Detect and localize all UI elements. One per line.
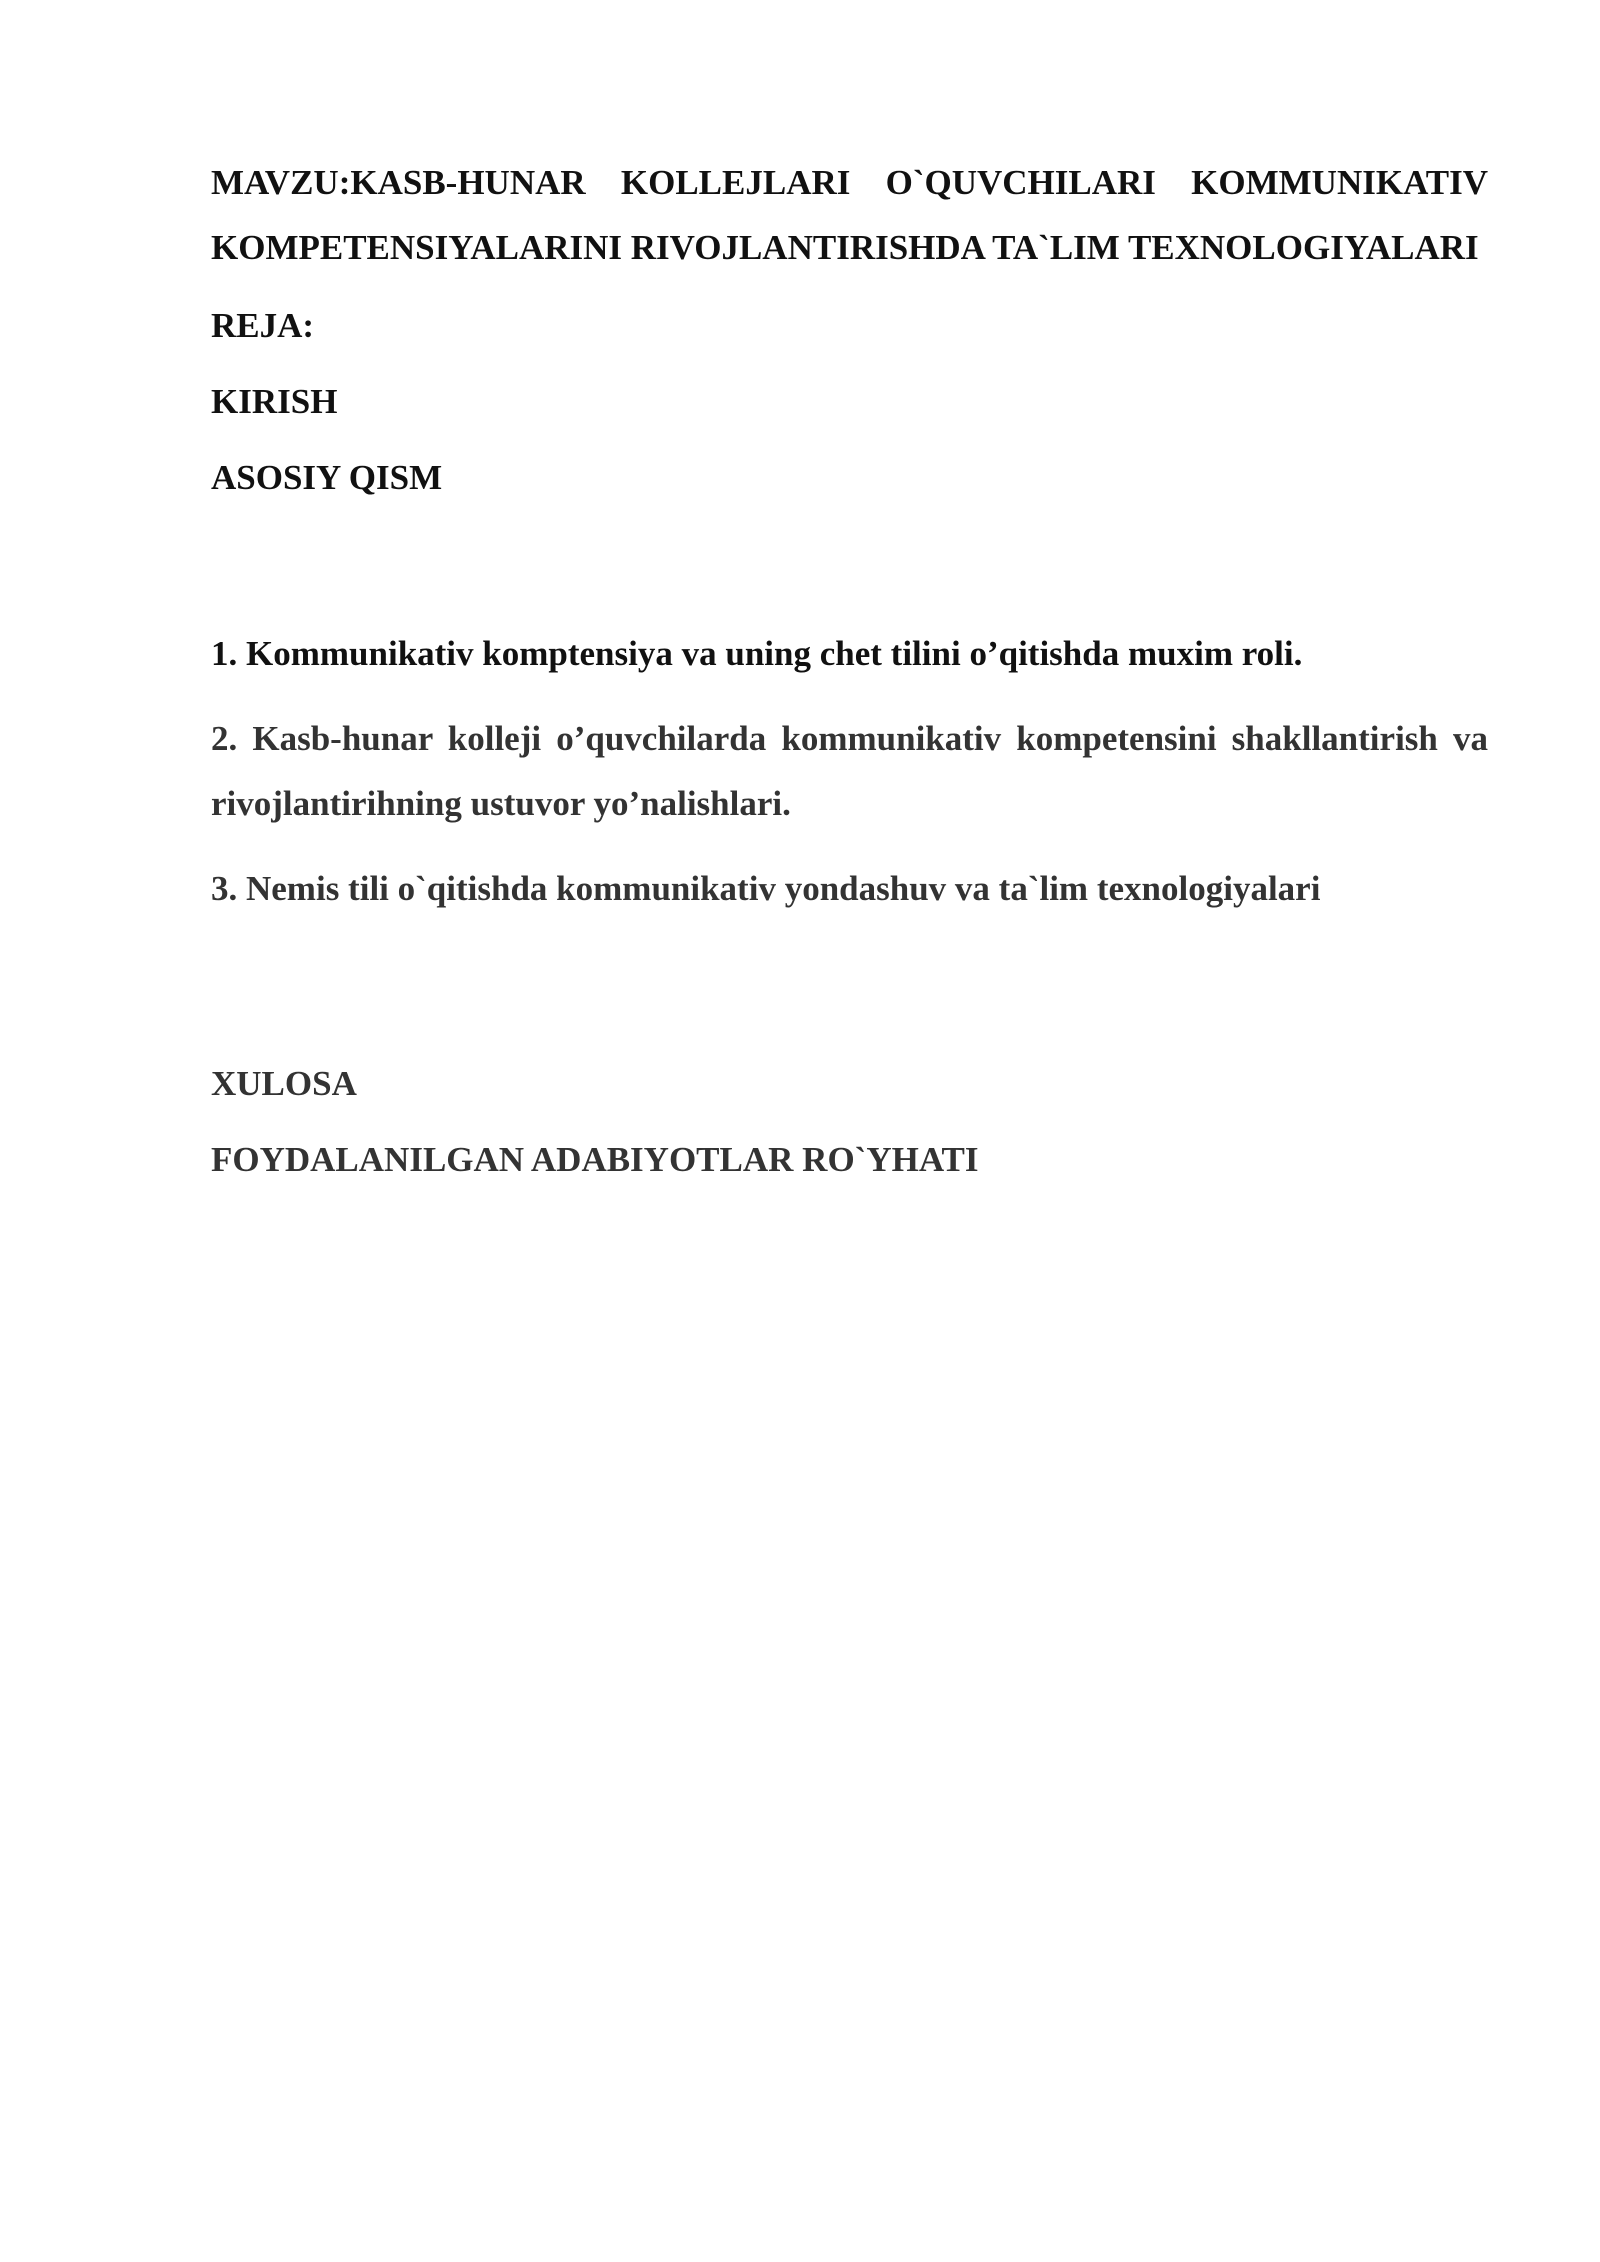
plan-heading: REJA:	[211, 306, 315, 345]
plan-item-1: 1. Kommunikativ komptensiya va uning chet tilini o’qitishda muxim roli.	[211, 634, 1303, 673]
main-part-heading: ASOSIY QISM	[211, 458, 443, 497]
conclusion-heading: XULOSA	[211, 1064, 357, 1103]
document-title: MAVZU:KASB-HUNAR KOLLEJLARI O`QUVCHILARI KOMMUNIKATIV KOMPETENSIYALARINI RIVOJLANTIRISHDA TA`LIM TEXNOLOGIYALARI	[211, 163, 1488, 267]
intro-heading: KIRISH	[211, 382, 338, 421]
plan-item-2: 2. Kasb-hunar kolleji o’quvchilarda kommunikativ kompetensini shakllantirish va rivojlantirihning ustuvor yo’nalishlari.	[211, 719, 1488, 823]
plan-item-3: 3. Nemis tili o`qitishda kommunikativ yondashuv va ta`lim texnologiyalari	[211, 869, 1321, 908]
document-content	[211, 150, 1488, 1183]
references-heading: FOYDALANILGAN ADABIYOTLAR RO`YHATI	[211, 1140, 979, 1179]
